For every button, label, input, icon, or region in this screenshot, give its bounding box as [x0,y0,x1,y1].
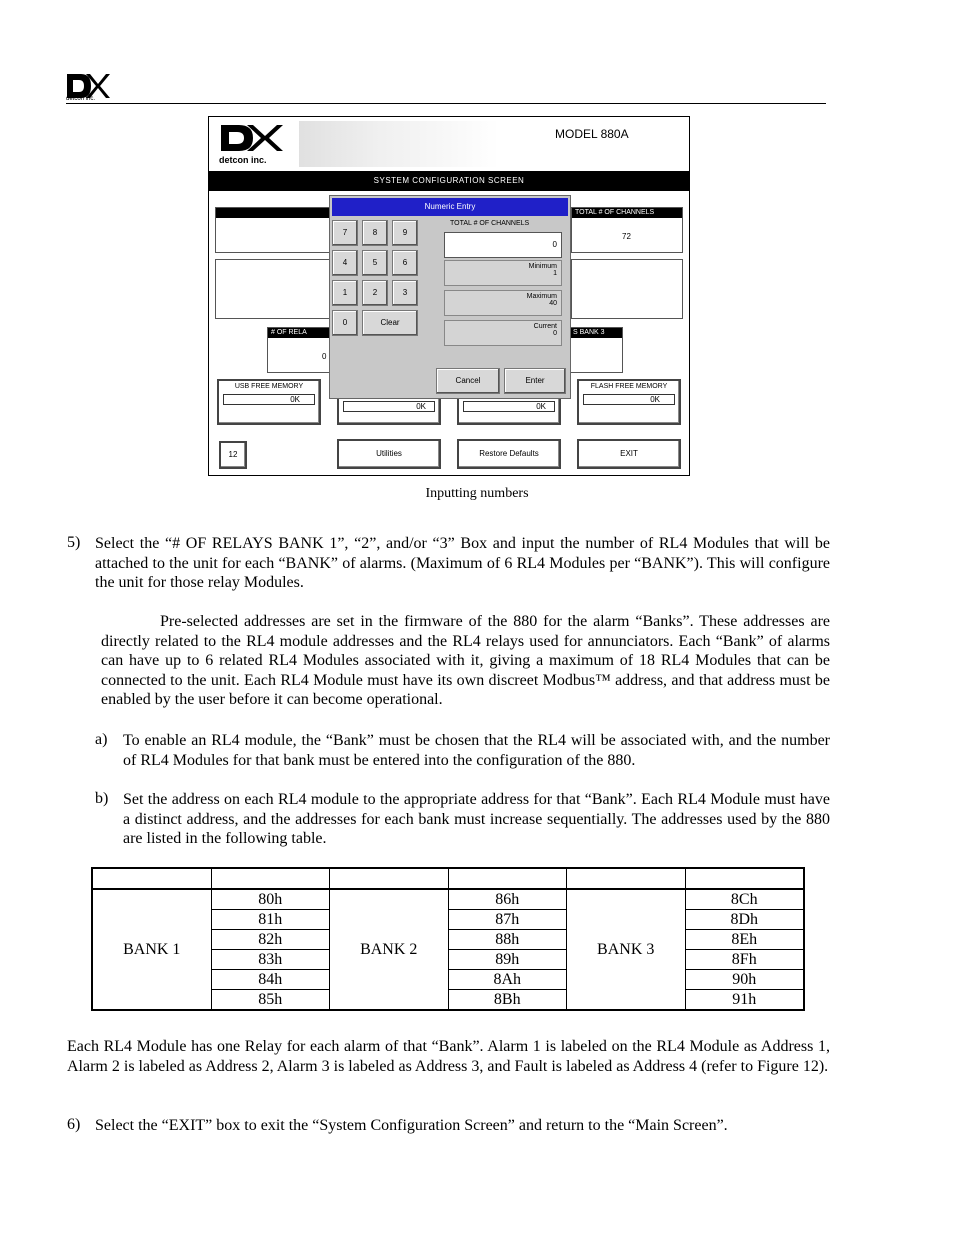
bank2-label: BANK 2 [329,889,448,1010]
left-info-box [215,259,331,319]
bank2-address: 87h [448,910,566,930]
restore-defaults-button[interactable]: Restore Defaults [457,439,561,469]
bank3-address: 90h [685,970,804,990]
mid1-memory-value: 0K [343,401,435,412]
screen-brand-name: detcon inc. [219,155,267,165]
step5-text: Select the “# OF RELAYS BANK 1”, “2”, and/or “3” Box and input the number of RL4 Modules that will be attached to the unit for each “BANK” of alarms. (Maximum of 6 RL4 Modules per “BANK”). This will configure the unit for those relay Modules. [95,535,830,592]
bank2-address: 8Bh [448,990,566,1011]
relays-bank1-value: 0 [322,352,327,361]
relays-bank3-box[interactable] [569,327,623,373]
minimum-value: 1 [553,270,557,277]
mid2-memory-value: 0K [463,401,555,412]
numeric-entry-dialog [329,195,571,399]
detcon-screen-logo-icon [219,123,285,153]
bank3-address: 8Dh [685,910,804,930]
usb-memory-box [217,379,321,425]
plant-photo-banner [299,121,499,167]
bank1-address: 84h [211,970,329,990]
key-8[interactable]: 8 [362,220,388,246]
key-7[interactable]: 7 [332,220,358,246]
maximum-value: 40 [549,300,557,307]
usb-memory-caption: USB FREE MEMORY [234,383,304,390]
bank3-label: BANK 3 [566,889,685,1010]
left-channel-box[interactable] [215,207,331,253]
bank3-address: 8Ch [685,889,804,910]
current-value: 0 [553,330,557,337]
flash-memory-caption: FLASH FREE MEMORY [590,383,668,390]
right-info-box [571,259,683,319]
relay-paragraph: Each RL4 Module has one Relay for each alarm of that “Bank”. Alarm 1 is labeled on the RL4 Module as Address 1, Alarm 2 is labeled as Address 2, Alarm 3 is labeled as Address 3, and Fault is labeled as Address 4 (refer to Figure 12). [67,1038,830,1075]
current-cell [444,320,562,346]
key-3[interactable]: 3 [392,280,418,306]
relays-bank1-caption: # OF RELA [268,328,330,338]
key-5[interactable]: 5 [362,250,388,276]
relays-bank1-box[interactable] [267,327,331,373]
bank1-address: 80h [211,889,329,910]
addresses-paragraph: Pre-selected addresses are set in the firmware of the 880 for the alarm “Banks”. These addresses are directly related to the RL4 module addresses and the RL4 relays used for annunciators. Each “Bank” of alarms can have up to 6 related RL4 Modules associated with it, giving a maximum of 18 RL4 Modules that can be connected to the unit. Each RL4 Module must have its own discreet Modbus™ address, and that address must be enabled by the user before it can become operational. [101,613,830,709]
bank2-address: 88h [448,930,566,950]
key-4[interactable]: 4 [332,250,358,276]
step6-number: 6) [67,1116,81,1133]
flash-memory-value: 0K [583,394,675,405]
utilities-button[interactable]: Utilities [337,439,441,469]
step-a-text: To enable an RL4 module, the “Bank” must be chosen that the RL4 will be associated with, and the number of RL4 Modules for that bank must be entered into the configuration of the 880. [123,732,830,769]
left-channel-caption [216,208,330,218]
bank3-address: 8Eh [685,930,804,950]
total-channels-box[interactable] [571,207,683,253]
relays-bank3-caption: S BANK 3 [570,328,622,338]
bank3-address: 8Fh [685,950,804,970]
entry-value-field[interactable]: 0 [444,232,562,258]
step5-number: 5) [67,534,81,551]
maximum-cell [444,290,562,316]
minimum-cell [444,260,562,286]
key-6[interactable]: 6 [392,250,418,276]
header-rule [66,103,826,104]
bank3-address: 91h [685,990,804,1011]
step-b-text: Set the address on each RL4 module to the appropriate address for that “Bank”. Each RL4 Module must have a distinct address, and the addresses for each bank must increase sequentially. The addresses used by the 880 are listed in the following table. [123,791,830,848]
bank2-address: 86h [448,889,566,910]
bank1-address: 81h [211,910,329,930]
page-number-button[interactable]: 12 [219,441,247,469]
current-label: Current [533,323,557,330]
total-channels-value: 72 [622,232,631,241]
key-0[interactable]: 0 [332,310,358,336]
bank1-address: 83h [211,950,329,970]
enter-button[interactable]: Enter [504,368,566,394]
step-a-number: a) [95,731,108,748]
step-b-number: b) [95,790,109,807]
exit-button[interactable]: EXIT [577,439,681,469]
bank1-label: BANK 1 [92,889,211,1010]
config-screen-figure [208,116,690,476]
total-channels-caption: TOTAL # OF CHANNELS [572,208,682,218]
cancel-button[interactable]: Cancel [436,368,500,394]
clear-button[interactable]: Clear [362,310,418,336]
minimum-label: Minimum [528,263,557,270]
flash-memory-box [577,379,681,425]
bank2-address: 8Ah [448,970,566,990]
numeric-entry-title: Numeric Entry [332,198,568,216]
table-header-row [92,868,804,889]
step6-text: Select the “EXIT” box to exit the “System Configuration Screen” and return to the “Main Screen”. [95,1117,728,1134]
key-9[interactable]: 9 [392,220,418,246]
header-logo-text: detcon inc. [66,96,96,102]
figure-caption: Inputting numbers [425,486,529,501]
usb-memory-value: 0K [223,394,315,405]
key-2[interactable]: 2 [362,280,388,306]
key-1[interactable]: 1 [332,280,358,306]
table-row [92,889,804,910]
bank2-address: 89h [448,950,566,970]
model-label: MODEL 880A [555,127,629,141]
screen-title-bar: SYSTEM CONFIGURATION SCREEN [209,171,689,191]
bank1-address: 82h [211,930,329,950]
entry-field-caption: TOTAL # OF CHANNELS [450,220,530,227]
bank1-address: 85h [211,990,329,1011]
bank-address-table [91,867,805,1011]
maximum-label: Maximum [526,293,557,300]
